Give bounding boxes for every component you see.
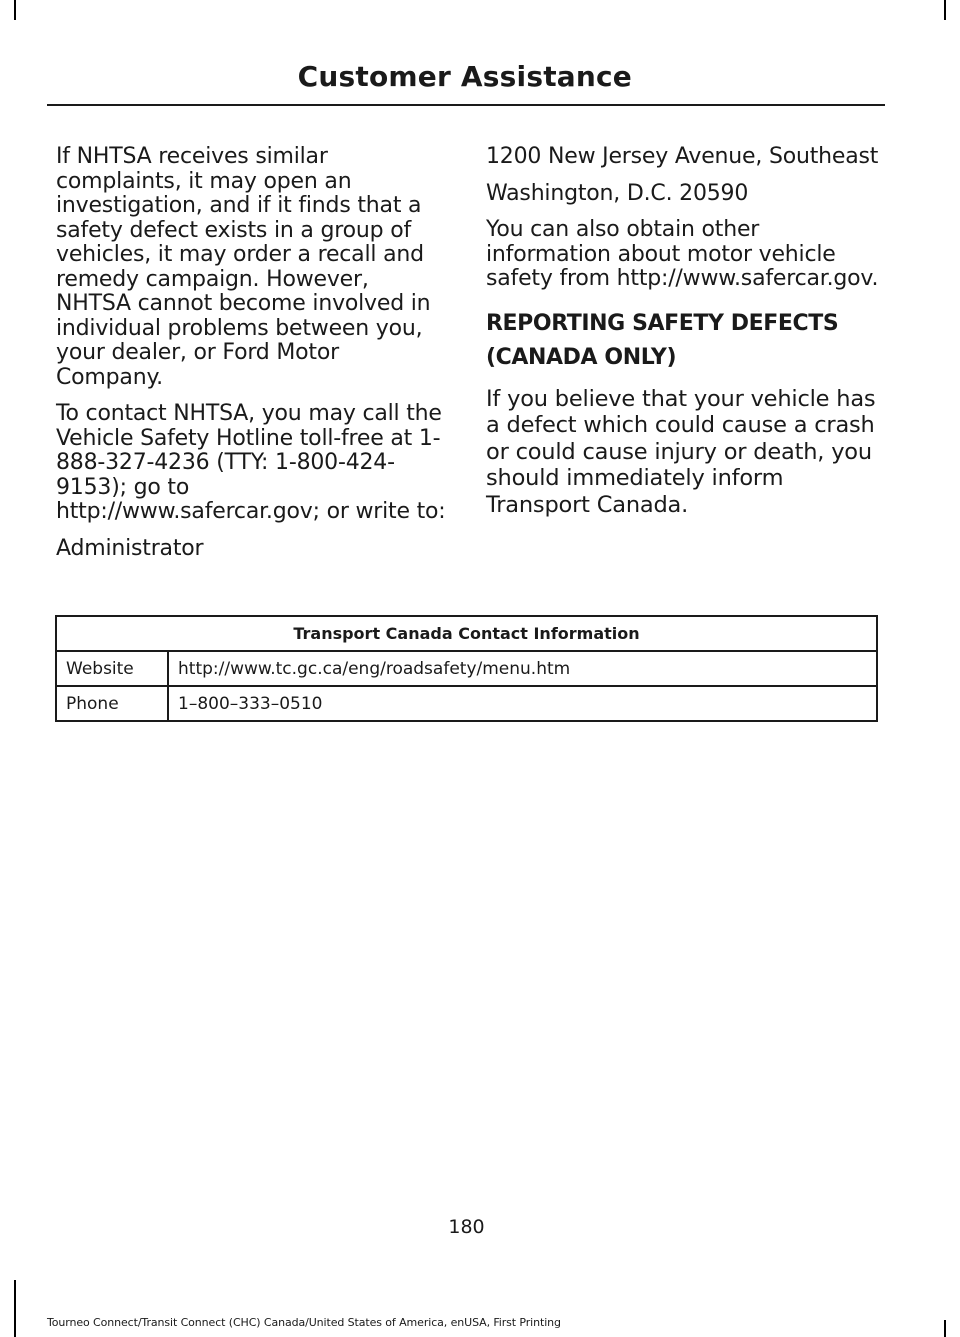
paragraph-administrator: Administrator	[56, 535, 204, 561]
contact-table-caption: Transport Canada Contact Information	[56, 616, 877, 651]
table-cell-label: Website	[56, 651, 168, 686]
paragraph-canada-defect: If you believe that your vehicle has a defect which could cause a crash or could cause injury or death, you should immediately inform Transport Canada.	[486, 385, 876, 518]
crop-mark-top-right-vertical	[944, 0, 946, 20]
section-heading-line1: REPORTING SAFETY DEFECTS	[486, 310, 839, 336]
left-column	[56, 145, 449, 573]
table-row	[56, 651, 877, 686]
page-title: Customer Assistance	[297, 60, 632, 93]
table-cell-website: http://www.tc.gc.ca/eng/roadsafety/menu.htm	[168, 651, 877, 686]
paragraph-address-street: 1200 New Jersey Avenue, Southeast	[486, 144, 879, 169]
paragraph-nhtsa-investigation: If NHTSA receives similar complaints, it may open an investigation, and if it finds that a safety defect exists in a group of vehicles, it may order a recall and remedy campaign. However, NHTSA cannot become involved in individual problems between you, your dealer, or Ford Motor Company.	[56, 144, 431, 390]
section-heading	[486, 310, 881, 372]
crop-mark-bottom-left-vertical	[14, 1280, 16, 1337]
title-divider	[47, 104, 885, 106]
section-heading-line2: (CANADA ONLY)	[486, 344, 677, 370]
right-column	[486, 145, 881, 530]
table-cell-label: Phone	[56, 686, 168, 721]
paragraph-contact-nhtsa: To contact NHTSA, you may call the Vehicle Safety Hotline toll-free at 1-888-327-4236 (TTY: 1-800-424-9153); go to http://www.safercar.gov; or write to:	[56, 401, 446, 524]
publication-footer: Tourneo Connect/Transit Connect (CHC) Canada/United States of America, enUSA, First Printing	[47, 1316, 561, 1329]
paragraph-address-city: Washington, D.C. 20590	[486, 180, 749, 206]
table-cell-phone: 1–800–333–0510	[168, 686, 877, 721]
page-number: 180	[448, 1216, 485, 1238]
contact-table	[55, 615, 878, 722]
crop-mark-top-left-vertical	[14, 0, 16, 20]
crop-mark-bottom-right-vertical	[944, 1320, 946, 1337]
table-row	[56, 686, 877, 721]
paragraph-safety-info: You can also obtain other information about motor vehicle safety from http://www.safercar.gov.	[486, 217, 879, 291]
